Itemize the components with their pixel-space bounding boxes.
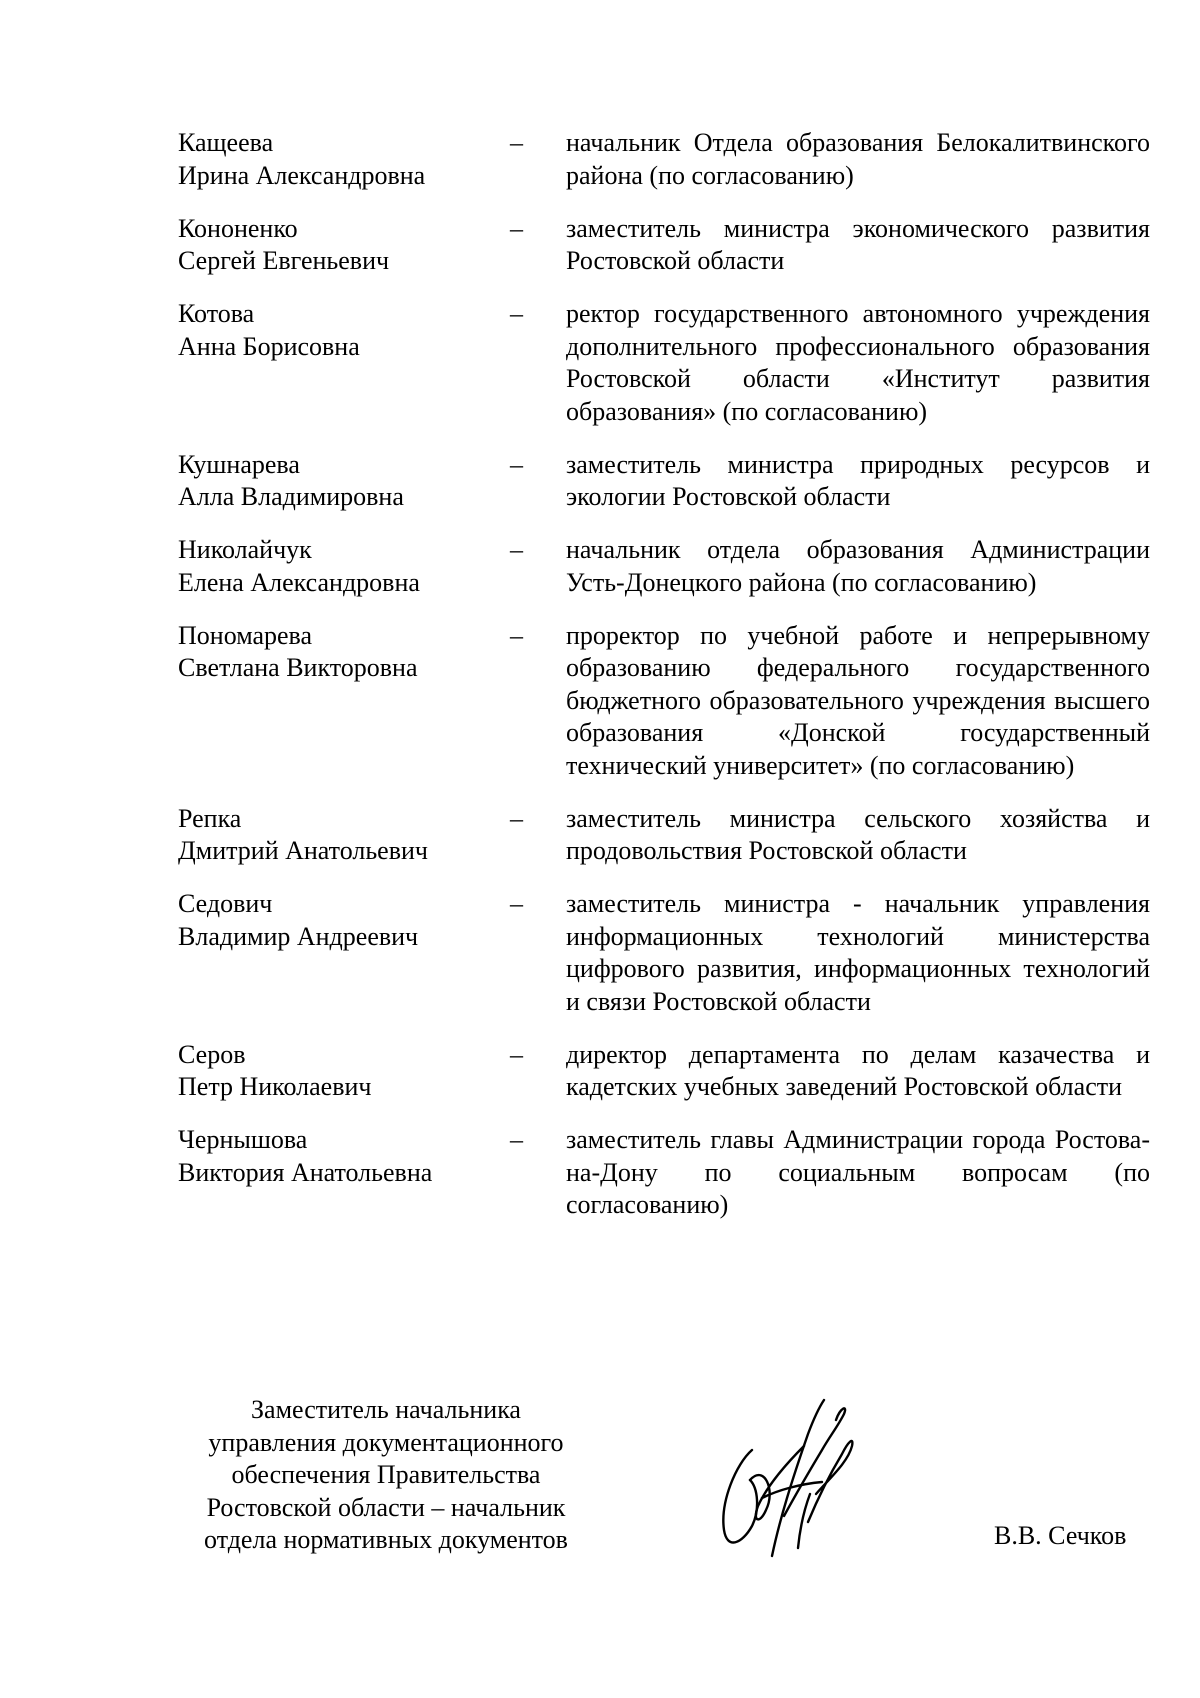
dash-separator: – [510, 1039, 523, 1069]
signature-strokes [723, 1400, 852, 1556]
member-surname: Котова [178, 299, 255, 328]
member-role: ректор государственного автономного учреждения дополнительного профессионального образования Ростовской области «Институт развития образования» (по согласованию) [566, 299, 1150, 426]
signatory-title-line: отдела нормативных документов [204, 1525, 568, 1554]
member-surname: Серов [178, 1039, 246, 1069]
member-given-names: Сергей Евгеньевич [178, 246, 390, 275]
signatory-title-line: обеспечения Правительства [231, 1460, 541, 1489]
member-surname: Кащеева [178, 128, 274, 157]
member-role: заместитель главы Администрации города Ростова-на-Дону по социальным вопросам (по согласованию) [566, 1125, 1150, 1219]
dash-separator: – [510, 1125, 523, 1154]
member-given-names: Владимир Андреевич [178, 921, 419, 951]
member-role: заместитель министра - начальник управления информационных технологий министерства цифрового развития, информационных технологий и связи Ростовской области [566, 889, 1150, 1016]
handwritten-signature [712, 1398, 862, 1560]
signatory-title-line: Ростовской области – начальник [206, 1492, 566, 1522]
member-surname: Кушнарева [178, 449, 300, 479]
member-role: начальник отдела образования Администрации Усть-Донецкого района (по согласованию) [566, 535, 1150, 597]
dash-separator: – [510, 449, 523, 479]
member-name [178, 298, 508, 363]
member-name [178, 888, 508, 953]
signatory-title [178, 1394, 594, 1557]
member-row [178, 127, 1150, 192]
member-given-names: Елена Александровна [178, 567, 420, 597]
member-role: директор департамента по делам казачества и кадетских учебных заведений Ростовской области [566, 1039, 1150, 1101]
dash-separator: – [510, 889, 523, 918]
member-row [178, 1124, 1150, 1222]
member-row [178, 1039, 1150, 1104]
member-row [178, 620, 1150, 783]
member-given-names: Алла Владимировна [178, 482, 404, 511]
member-row [178, 298, 1150, 428]
member-given-names: Светлана Викторовна [178, 653, 418, 682]
member-surname: Николайчук [178, 535, 312, 564]
member-name [178, 803, 508, 868]
member-given-names: Петр Николаевич [178, 1072, 372, 1101]
member-surname: Пономарева [178, 620, 313, 650]
member-role: проректор по учебной работе и непрерывному образованию федерального государственного бюджетного образовательного учреждения высшего образования «Донской государственный технический университет» (по согласованию) [566, 620, 1150, 780]
dash-separator: – [510, 620, 523, 650]
signatory-title-line: Заместитель начальника [251, 1395, 521, 1424]
member-role: начальник Отдела образования Белокалитвинского района (по согласованию) [566, 128, 1150, 190]
member-name [178, 620, 508, 685]
member-row [178, 888, 1150, 1018]
dash-separator: – [510, 535, 523, 564]
dash-separator: – [510, 299, 523, 328]
member-name [178, 449, 508, 514]
member-name [178, 127, 508, 192]
member-surname: Седович [178, 889, 273, 918]
member-given-names: Виктория Анатольевна [178, 1157, 433, 1187]
member-list [178, 127, 1150, 1242]
member-given-names: Анна Борисовна [178, 331, 360, 361]
member-name [178, 1124, 508, 1189]
member-row [178, 449, 1150, 514]
dash-separator: – [510, 803, 523, 833]
member-name [178, 1039, 508, 1104]
signatory-name: В.В. Сечков [994, 1521, 1127, 1550]
member-name [178, 534, 508, 599]
signatory-title-line: управления документационного [208, 1427, 564, 1457]
member-row [178, 213, 1150, 278]
member-given-names: Дмитрий Анатольевич [178, 836, 428, 865]
member-surname: Кононенко [178, 213, 298, 243]
member-surname: Репка [178, 803, 242, 833]
member-role: заместитель министра экономического развития Ростовской области [566, 213, 1150, 275]
member-role: заместитель министра природных ресурсов и экологии Ростовской области [566, 449, 1150, 511]
member-role: заместитель министра сельского хозяйства и продовольствия Ростовской области [566, 803, 1150, 865]
member-row [178, 803, 1150, 868]
member-surname: Чернышова [178, 1125, 308, 1154]
dash-separator: – [510, 128, 523, 157]
member-row [178, 534, 1150, 599]
member-name [178, 213, 508, 278]
dash-separator: – [510, 213, 523, 243]
member-given-names: Ирина Александровна [178, 160, 426, 190]
